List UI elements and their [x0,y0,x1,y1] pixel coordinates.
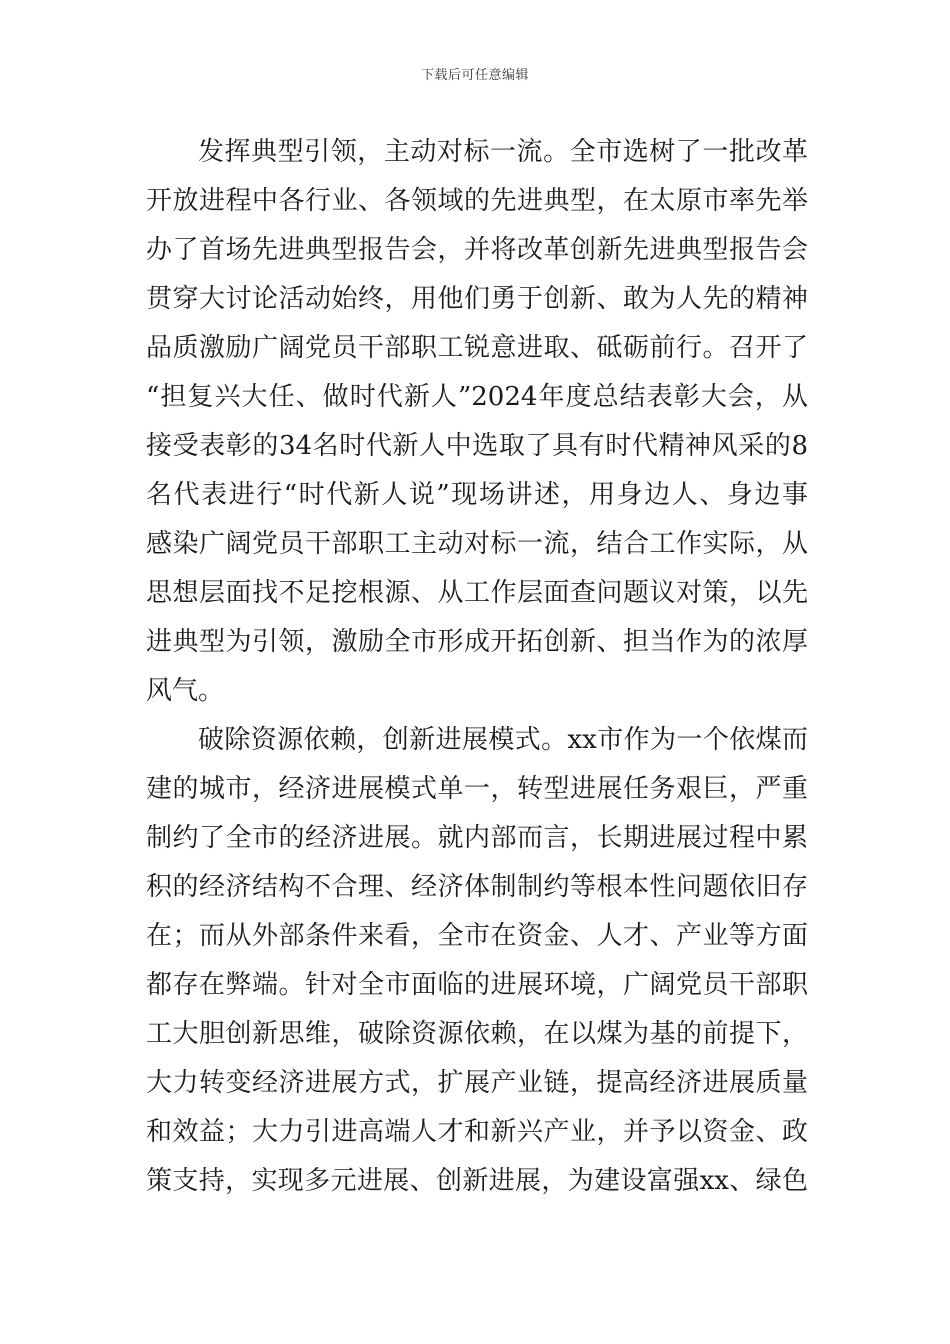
paragraph-2 [146,716,808,1206]
text-line: 工大胆创新思维，破除资源依赖，在以煤为基的前提下， [146,1019,808,1049]
text-line: 办了首场先进典型报告会，并将改革创新先进典型报告会 [146,235,808,265]
text-line: 和效益；大力引进高端人才和新兴产业，并予以资金、政 [146,1117,808,1147]
page-header: 下载后可任意编辑 [420,68,529,83]
text-line: 开放进程中各行业、各领域的先进典型，在太原市率先举 [146,186,808,216]
text-line: 发挥典型引领，主动对标一流。全市选树了一批改革 [198,137,808,167]
text-line: 风气。 [146,676,225,706]
document-body [146,128,808,1206]
text-line: 思想层面找不足挖根源、从工作层面查问题议对策，以先 [146,578,808,608]
text-line: 制约了全市的经济进展。就内部而言，长期进展过程中累 [146,823,808,853]
paragraph-1 [146,128,808,716]
text-line: 感染广阔党员干部职工主动对标一流，结合工作实际，从 [146,529,808,559]
text-line: 贯穿大讨论活动始终，用他们勇于创新、敢为人先的精神 [146,284,808,314]
text-line: 策支持，实现多元进展、创新进展，为建设富强xx、绿色 [146,1166,808,1196]
text-line: 大力转变经济进展方式，扩展产业链，提高经济进展质量 [146,1068,808,1098]
text-line: 在；而从外部条件来看，全市在资金、人才、产业等方面 [146,921,808,951]
text-line: 破除资源依赖，创新进展模式。xx市作为一个依煤而 [198,725,808,755]
text-line: 品质激励广阔党员干部职工锐意进取、砥砺前行。召开了 [146,333,808,363]
text-line: 名代表进行“时代新人说”现场讲述，用身边人、身边事 [146,480,808,510]
text-line: 都存在弊端。针对全市面临的进展环境，广阔党员干部职 [146,970,808,1000]
text-line: 接受表彰的34名时代新人中选取了具有时代精神风采的8 [146,431,808,461]
text-line: 进典型为引领，激励全市形成开拓创新、担当作为的浓厚 [146,627,808,657]
text-line: “担复兴大任、做时代新人”2024年度总结表彰大会，从 [146,382,808,412]
text-line: 建的城市，经济进展模式单一，转型进展任务艰巨，严重 [146,774,808,804]
text-line: 积的经济结构不合理、经济体制制约等根本性问题依旧存 [146,872,808,902]
